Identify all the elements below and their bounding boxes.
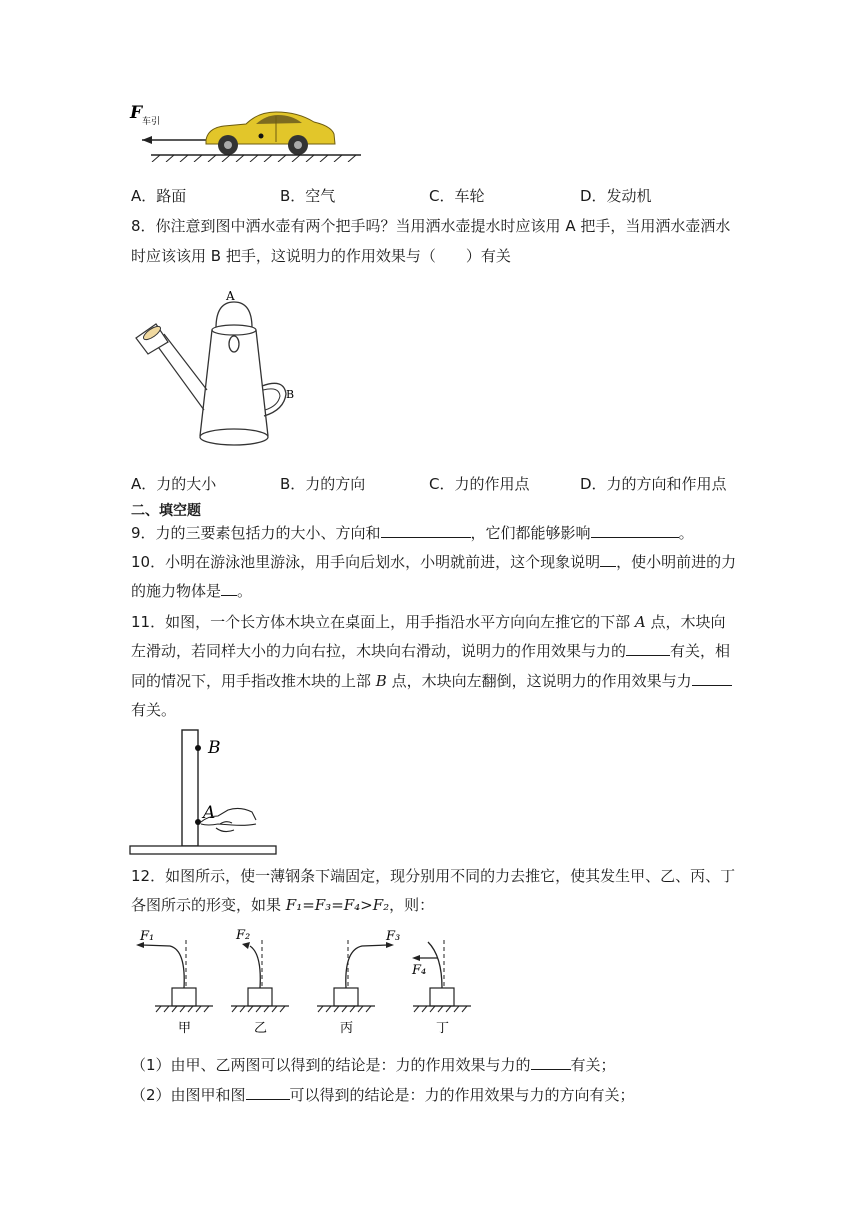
- q10-line2b: 。: [237, 582, 253, 600]
- q10-line2: [131, 581, 252, 601]
- q9-part3: 。: [678, 524, 694, 542]
- handle-b-label: B: [286, 388, 295, 401]
- q8-option-a: A．力的大小: [131, 475, 217, 493]
- q10-line1a: 10．小明在游泳池里游泳，用手向后划水，小明就前进，这个现象说明: [131, 553, 601, 571]
- q7-option-a: A．路面: [131, 187, 187, 205]
- q11-var-b: B: [375, 672, 387, 690]
- q10-blank-1[interactable]: [600, 552, 616, 567]
- force-subscript: 车引: [142, 117, 161, 127]
- q11-line2b: 有关，相: [670, 642, 731, 660]
- panel-jia: [136, 929, 213, 1036]
- q12-blank-2[interactable]: [246, 1085, 290, 1100]
- q8-text-line2: 时应该该用 B 把手，这说明力的作用效果与（ ）有关: [131, 247, 511, 265]
- q12-sub2a: （2）由图甲和图: [131, 1086, 246, 1104]
- q11-line1: [131, 612, 725, 632]
- q7-option-b: B．空气: [280, 187, 336, 205]
- panel-bing-label: 丙: [340, 1021, 354, 1036]
- q9-part2: ，它们都能够影响: [470, 524, 591, 542]
- force-f3-label: F₃: [386, 929, 401, 944]
- q12-condition: F₁=F₃=F₄>F₂: [285, 896, 390, 914]
- q9-part1: 9．力的三要素包括力的大小、方向和: [131, 524, 381, 542]
- q12-blank-1[interactable]: [531, 1055, 571, 1070]
- q11-blank-2[interactable]: [692, 671, 732, 686]
- panel-ding-label: 丁: [436, 1021, 450, 1036]
- q12-line2a: 各图所示的形变，如果: [131, 896, 286, 914]
- q7-option-d: D．发动机: [580, 187, 652, 205]
- car-icon: [206, 112, 335, 155]
- q9-text: [131, 523, 694, 543]
- q12-line2b: ，则：: [389, 896, 435, 914]
- panel-bing: [317, 929, 400, 1036]
- q11-line1b: 点，木块向: [645, 613, 726, 631]
- force-label: F: [130, 103, 143, 123]
- force-f1-label: F₁: [140, 929, 155, 944]
- q9-blank-2[interactable]: [591, 523, 679, 538]
- point-a-label: A: [203, 803, 216, 823]
- q11-line2a: 左滑动，若同样大小的力向右拉，木块向右滑动，说明力的作用效果与力的: [131, 642, 627, 660]
- car-figure: [126, 100, 366, 162]
- q9-blank-1[interactable]: [381, 523, 471, 538]
- section-heading: 二、填空题: [131, 503, 201, 519]
- q11-line2: [131, 641, 730, 661]
- wood-block-figure: [128, 728, 278, 856]
- q12-sub1b: 有关；: [570, 1056, 616, 1074]
- force-f2-label: F₂: [236, 928, 251, 943]
- q10-line1b: ，使小明前进的力: [616, 553, 737, 571]
- q10-line1: [131, 552, 736, 572]
- panel-yi-label: 乙: [254, 1021, 268, 1036]
- q8-option-b: B．力的方向: [280, 475, 366, 493]
- q12-sub2: [131, 1085, 635, 1105]
- force-f4-label: F₄: [412, 963, 427, 978]
- q11-line3a: 同的情况下，用手指改推木块的上部: [131, 672, 376, 690]
- q8-text-line1: 8．你注意到图中洒水壶有两个把手吗？当用洒水壶提水时应该用 A 把手，当用洒水壶洒水: [131, 217, 731, 235]
- q11-var-a: A: [634, 613, 646, 631]
- q11-line1a: 11．如图，一个长方体木块立在桌面上，用手指沿水平方向向左推它的下部: [131, 613, 635, 631]
- q11-blank-1[interactable]: [626, 641, 670, 656]
- steel-strip-figure: [130, 928, 475, 1038]
- watering-can-figure: [134, 286, 304, 458]
- q11-line4: 有关。: [131, 701, 177, 719]
- q12-sub2b: 可以得到的结论是：力的作用效果与力的方向有关；: [289, 1086, 635, 1104]
- q10-line2a: 的施力物体是: [131, 582, 222, 600]
- q12-line1: 12．如图所示，使一薄钢条下端固定，现分别用不同的力去推它，使其发生甲、乙、丙、丁: [131, 867, 736, 885]
- q11-line3: [131, 671, 732, 691]
- panel-jia-label: 甲: [178, 1021, 192, 1036]
- q8-option-c: C．力的作用点: [429, 475, 530, 493]
- q12-sub1a: （1）由甲、乙两图可以得到的结论是：力的作用效果与力的: [131, 1056, 531, 1074]
- q8-option-d: D．力的方向和作用点: [580, 475, 727, 493]
- q11-line3b: 点，木块向左翻倒，这说明力的作用效果与力: [386, 672, 692, 690]
- q12-line2: [131, 895, 434, 915]
- handle-a-label: A: [226, 289, 235, 303]
- q12-sub1: [131, 1055, 616, 1075]
- q7-option-c: C．车轮: [429, 187, 485, 205]
- panel-ding: [411, 940, 471, 1036]
- q10-blank-2[interactable]: [221, 581, 237, 596]
- point-b-label: B: [208, 738, 221, 758]
- panel-yi: [231, 928, 289, 1036]
